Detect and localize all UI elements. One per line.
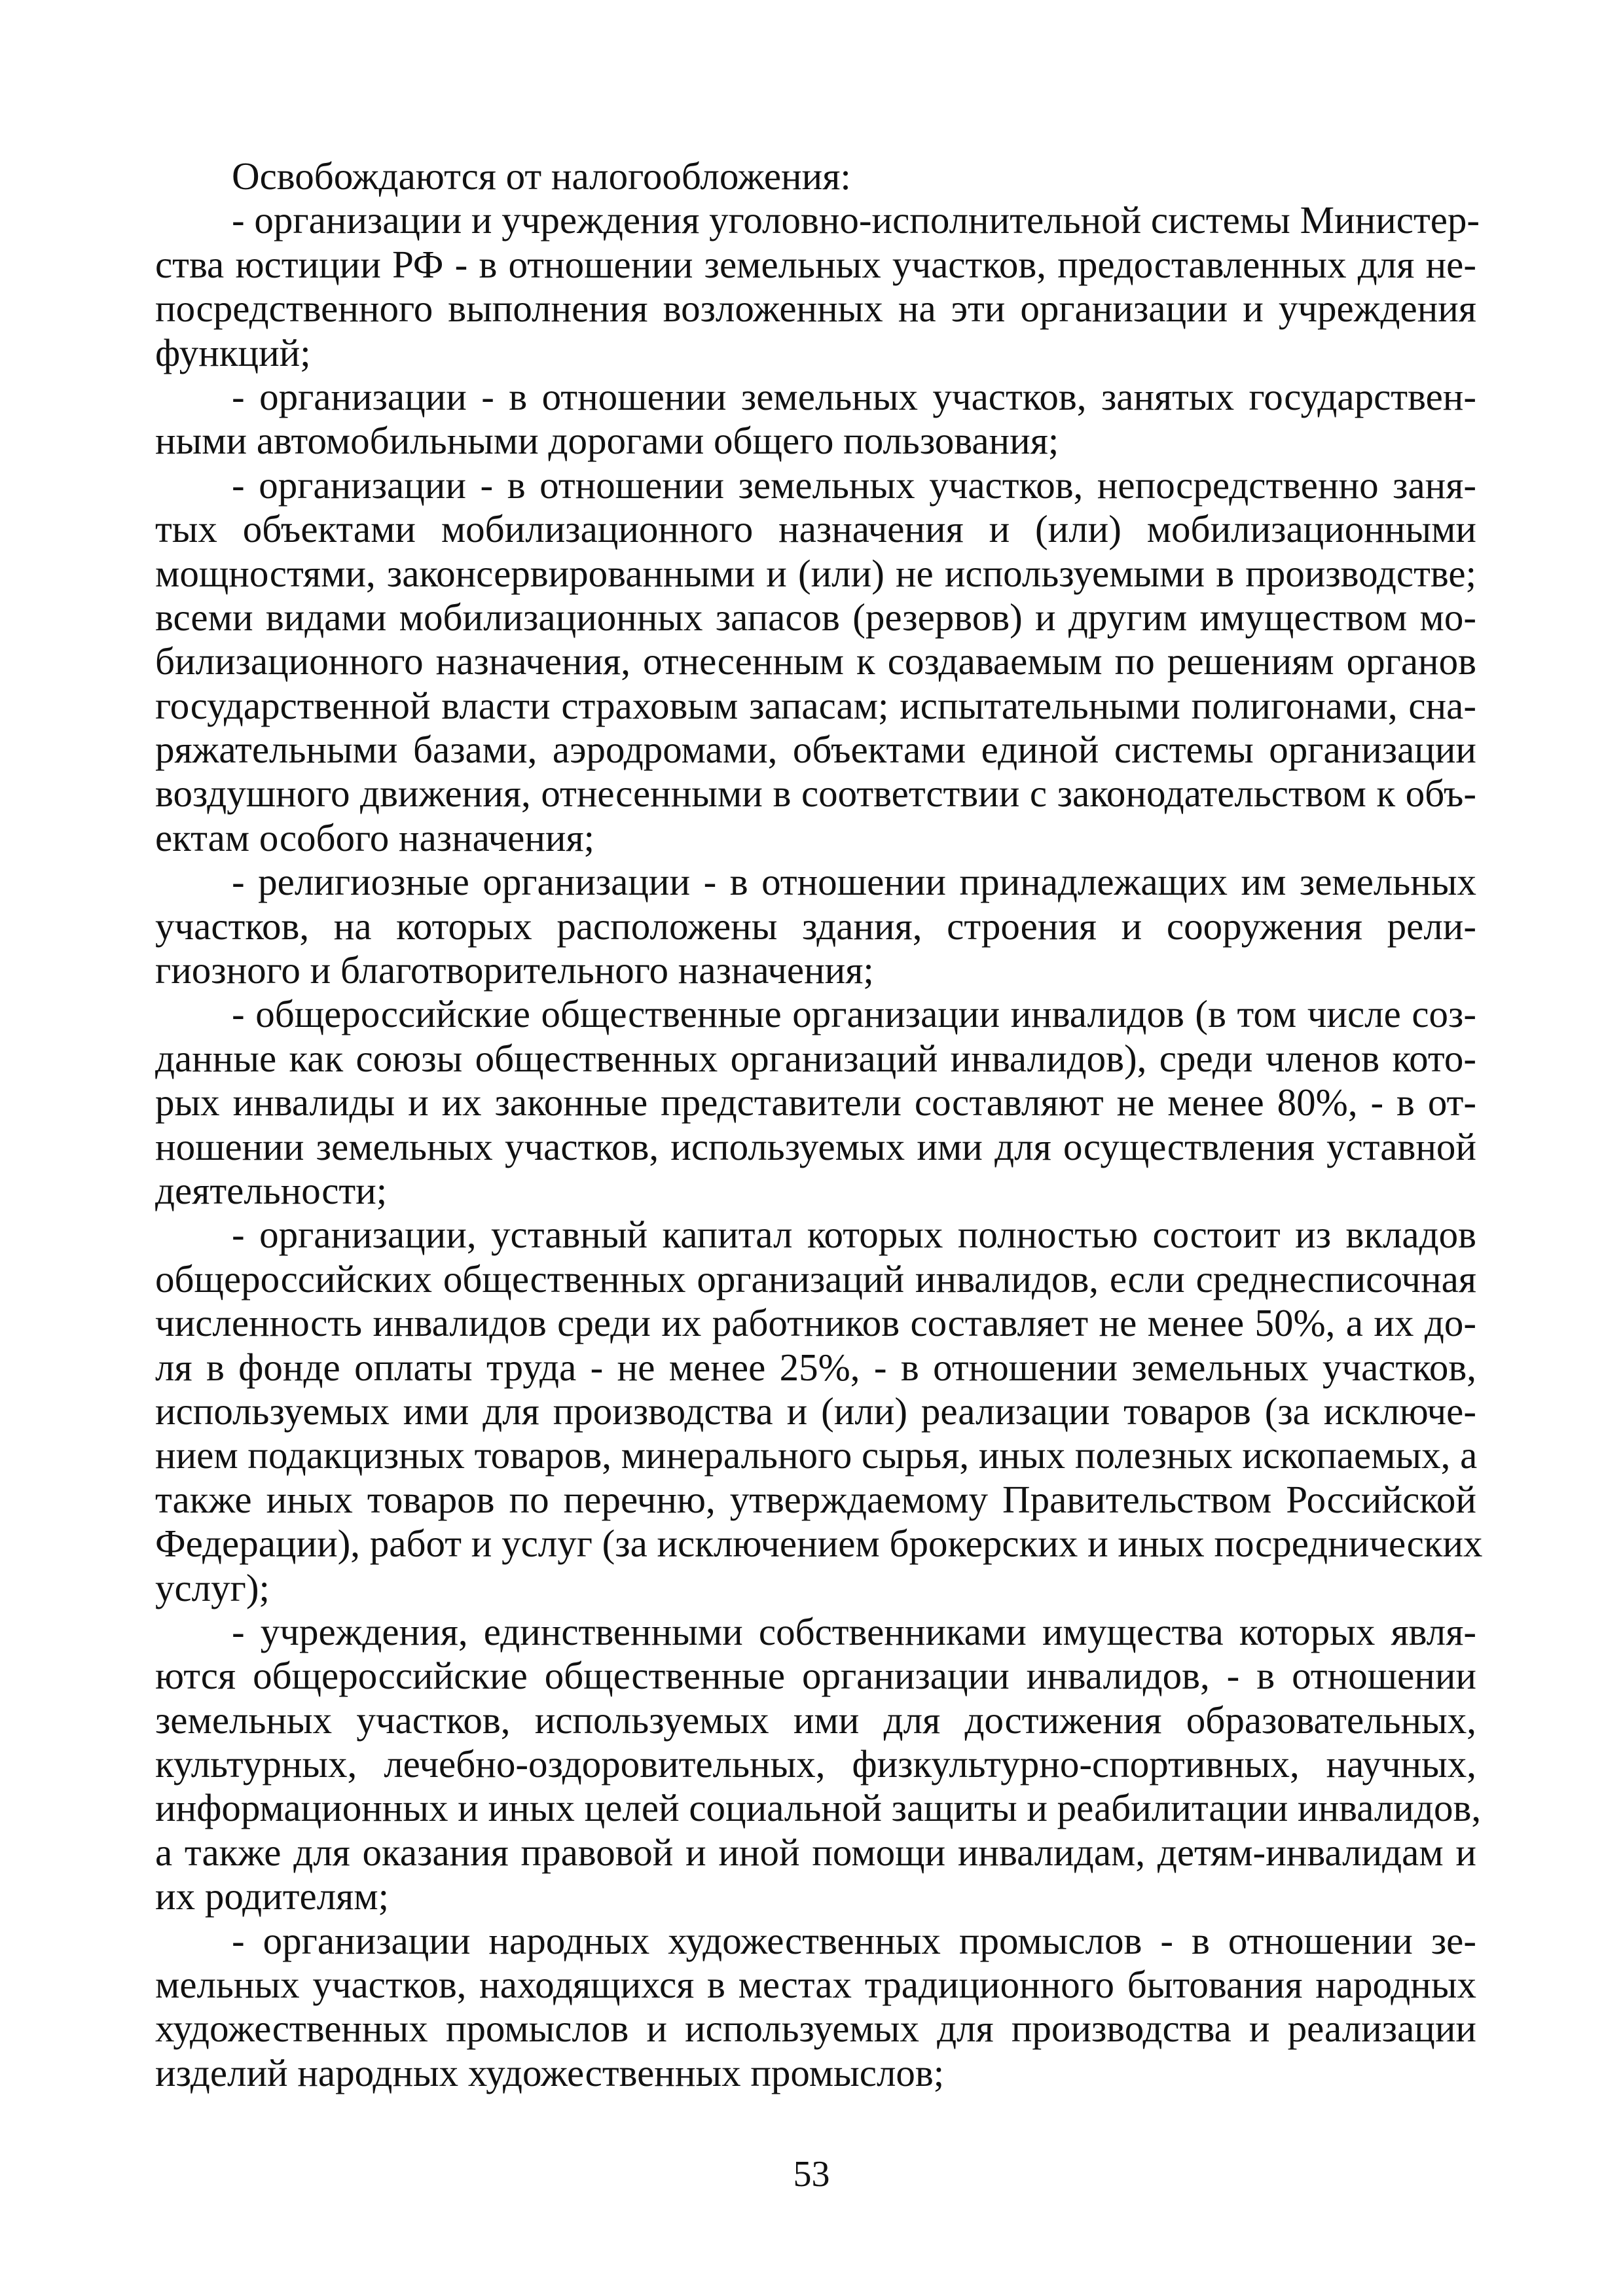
paragraph (155, 1609, 1482, 1919)
text-line: их родителям; (155, 1874, 389, 1918)
text-line: данные как союзы общественных организаций инвалидов), среди членов кото- (155, 1036, 1476, 1080)
text-line: посредственного выполнения возложенных на эти организации и учреждения (155, 287, 1476, 331)
text-line: - общероссийские общественные организации инвалидов (в том числе соз- (232, 992, 1476, 1036)
text-line: гиозного и благотворительного назначения; (155, 948, 874, 992)
page-number: 53 (793, 2154, 830, 2195)
text-line: участков, на которых расположены здания, строения и сооружения рели- (155, 904, 1476, 948)
text-line: Освобождаются от налогообложения: (232, 154, 851, 198)
text-line: - организации - в отношении земельных участков, занятых государствен- (232, 374, 1476, 418)
text-line: всеми видами мобилизационных запасов (резервов) и другим имуществом мо- (155, 595, 1476, 639)
text-line: рых инвалиды и их законные представители составляют не менее 80%, - в от- (155, 1081, 1476, 1124)
text-line: а также для оказания правовой и иной помощи инвалидам, детям-инвалидам и (155, 1830, 1476, 1874)
text-line: тых объектами мобилизационного назначения и (или) мобилизационными (155, 507, 1476, 551)
paragraph (155, 198, 1480, 375)
text-line: ношении земельных участков, используемых ими для осуществления уставной (155, 1124, 1476, 1168)
text-line: - религиозные организации - в отношении принадлежащих им земельных (232, 860, 1476, 904)
text-line: нием подакцизных товаров, минерального сырья, иных полезных ископаемых, а (155, 1433, 1478, 1477)
text-line: земельных участков, используемых ими для достижения образовательных, (155, 1698, 1476, 1742)
text-line: численность инвалидов среди их работников составляет не менее 50%, а их до- (155, 1301, 1476, 1345)
text-line: - организации и учреждения уголовно-исполнительной системы Министер- (232, 198, 1480, 242)
text-line: ства юстиции РФ - в отношении земельных участков, предоставленных для не- (155, 242, 1476, 286)
text-line: Федерации), работ и услуг (за исключением брокерских и иных посреднических (155, 1522, 1483, 1566)
paragraph (155, 375, 1476, 463)
text-line: воздушного движения, отнесенными в соответствии с законодательством к объ- (155, 772, 1476, 816)
paragraph (155, 1213, 1483, 1610)
text-line: культурных, лечебно-оздоровительных, физкультурно-спортивных, научных, (155, 1742, 1476, 1786)
text-line: ются общероссийские общественные организации инвалидов, - в отношении (155, 1654, 1476, 1698)
text-line: мельных участков, находящихся в местах традиционного бытования народных (155, 1963, 1476, 2007)
text-line: - учреждения, единственными собственниками имущества которых явля- (232, 1609, 1476, 1653)
text-line: - организации народных художественных промыслов - в отношении зе- (232, 1918, 1476, 1962)
text-line: государственной власти страховым запасам; испытательными полигонами, сна- (155, 683, 1476, 727)
document-body (155, 154, 1483, 2095)
paragraph (155, 1919, 1476, 2096)
paragraph (155, 154, 1476, 198)
text-line: - организации, уставный капитал которых полностью состоит из вкладов (232, 1213, 1476, 1257)
text-line: услуг); (155, 1566, 270, 1609)
text-line: используемых ими для производства и (или) реализации товаров (за исключе- (155, 1389, 1476, 1433)
text-line: деятельности; (155, 1168, 388, 1212)
paragraph (155, 860, 1476, 992)
text-line: общероссийских общественных организаций инвалидов, если среднесписочная (155, 1257, 1476, 1300)
text-line: ектам особого назначения; (155, 816, 595, 859)
text-line: ряжательными базами, аэродромами, объектами единой системы организации (155, 728, 1476, 772)
text-line: информационных и иных целей социальной защиты и реабилитации инвалидов, (155, 1786, 1482, 1830)
text-line: функций; (155, 331, 311, 374)
paragraph (155, 992, 1476, 1213)
text-line: ными автомобильными дорогами общего пользования; (155, 419, 1059, 463)
paragraph (155, 463, 1476, 861)
text-line: художественных промыслов и используемых для производства и реализации (155, 2007, 1476, 2051)
text-line: мощностями, законсервированными и (или) не используемыми в производстве; (155, 551, 1476, 595)
text-line: - организации - в отношении земельных участков, непосредственно заня- (232, 463, 1476, 507)
text-line: билизационного назначения, отнесенным к создаваемым по решениям органов (155, 639, 1476, 683)
text-line: изделий народных художественных промыслов; (155, 2051, 945, 2094)
text-line: ля в фонде оплаты труда - не менее 25%, - в отношении земельных участков, (155, 1345, 1476, 1389)
text-line: также иных товаров по перечню, утверждаемому Правительством Российской (155, 1477, 1476, 1521)
